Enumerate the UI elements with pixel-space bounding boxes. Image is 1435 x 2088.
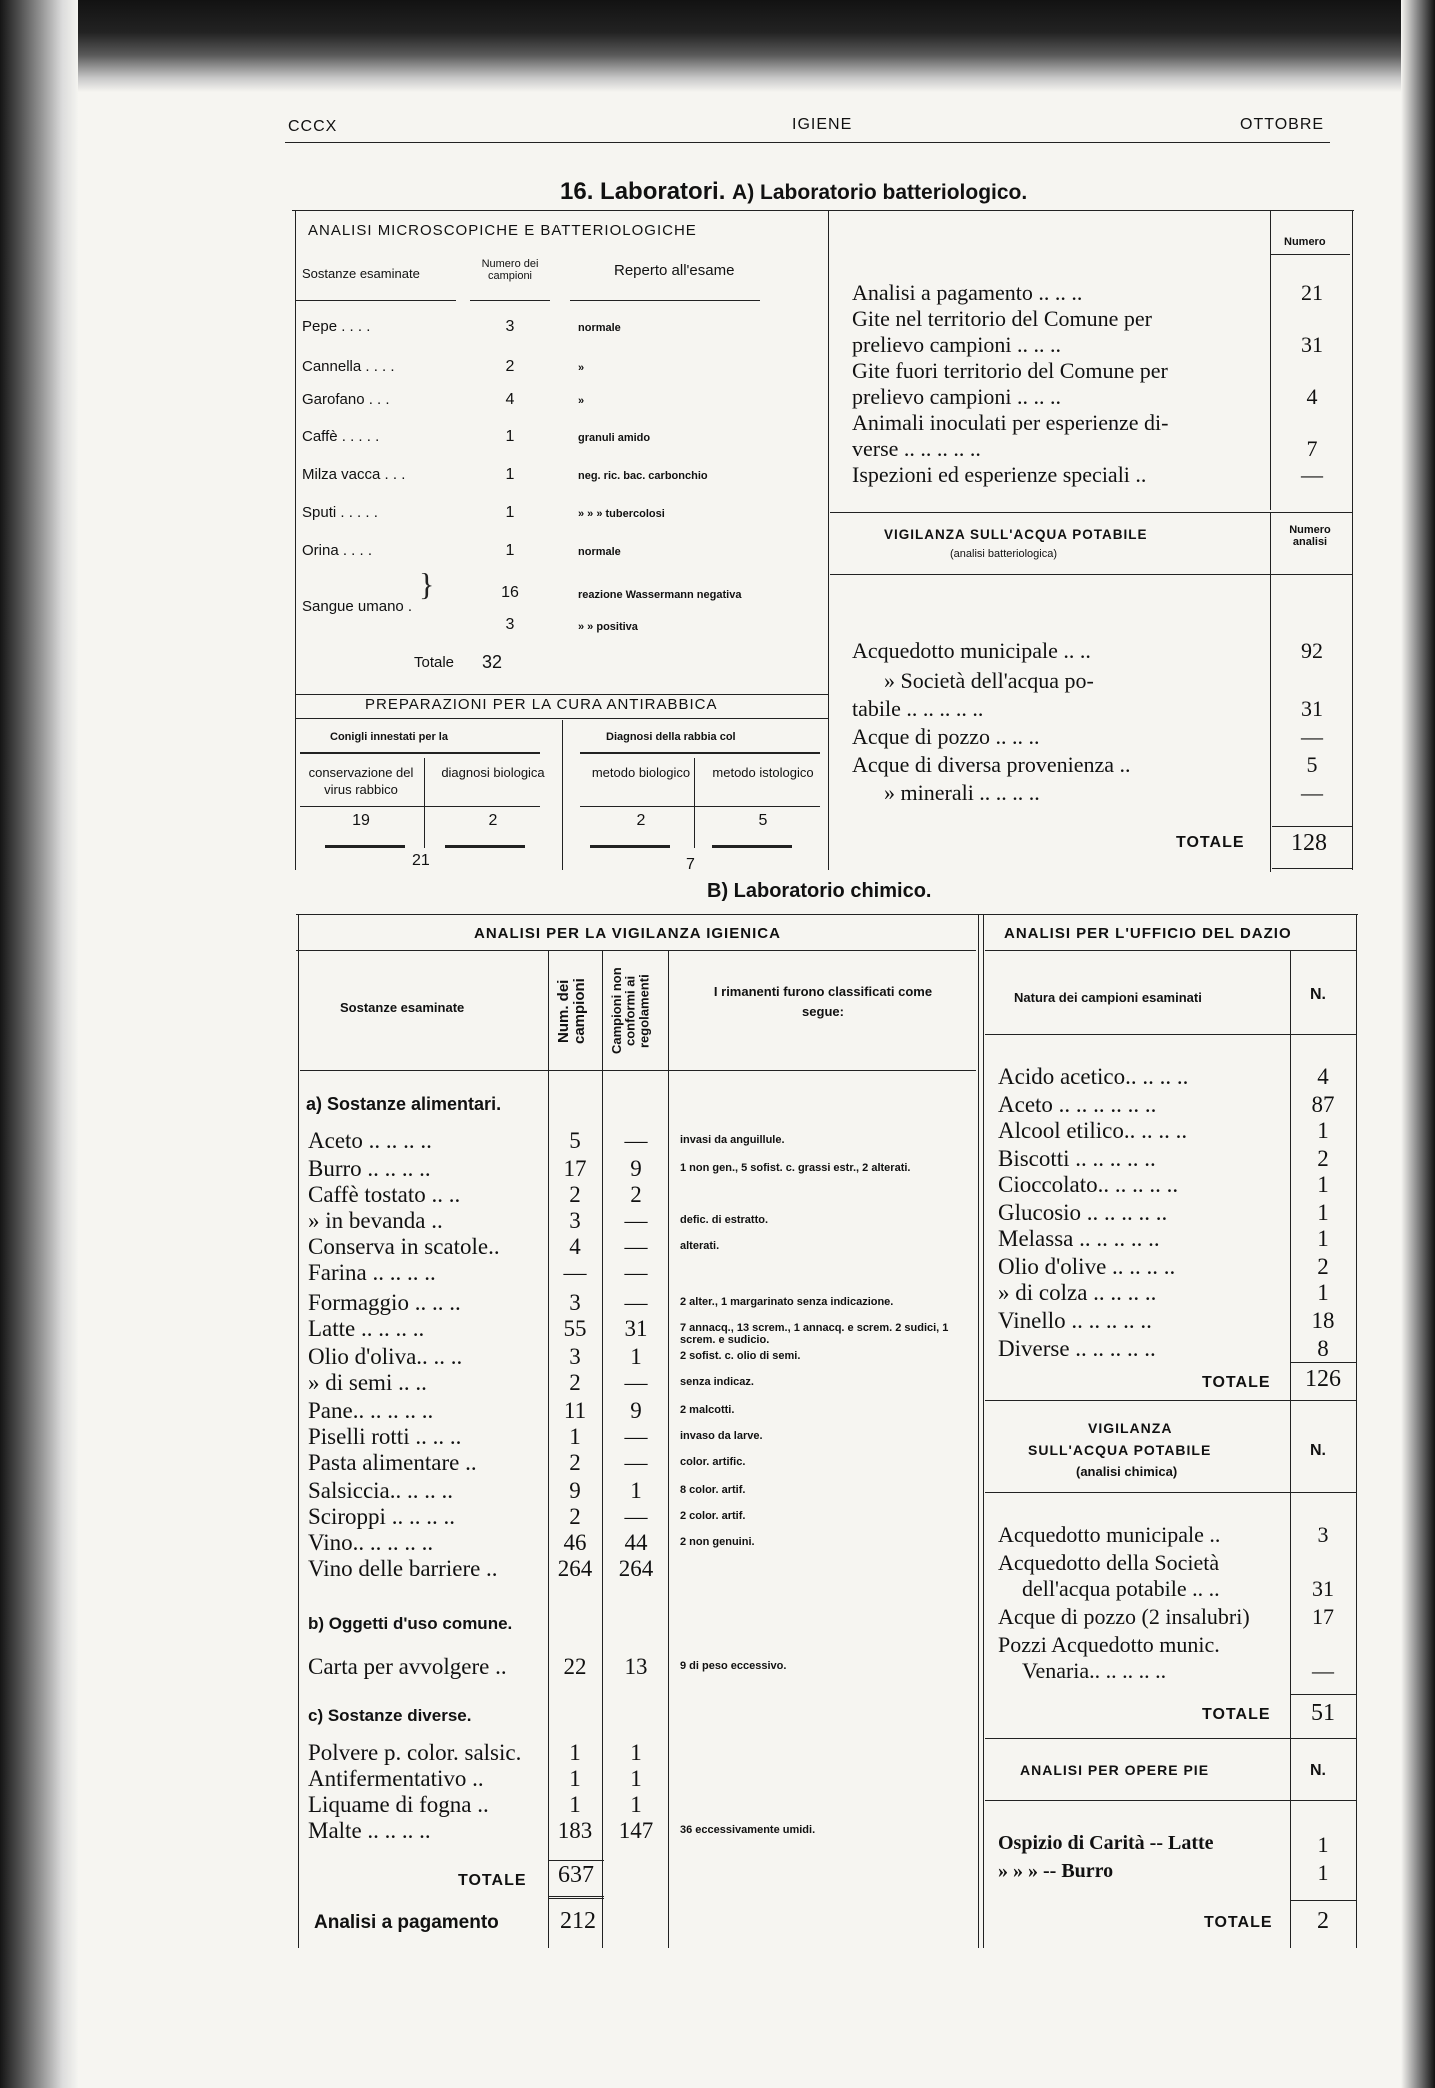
hygiene-row-name: Malte .. .. .. ..: [308, 1818, 431, 1843]
water-chem-row-label: dell'acqua potabile .. ..: [1022, 1576, 1220, 1601]
water-bact-row-label: Acque di diversa provenienza ..: [852, 752, 1131, 777]
dazio-total-label: TOTALE: [1202, 1374, 1271, 1391]
hygiene-row-count: 4: [569, 1234, 581, 1259]
hygiene-row-nonconform: 1: [630, 1766, 642, 1791]
micro-row-result: neg. ric. bac. carbonchio: [578, 470, 708, 482]
hygiene-row-count: 17: [563, 1156, 587, 1181]
service-row-label: Animali inoculati per esperienze di-: [852, 410, 1169, 435]
hygiene-row-name: Caffè tostato .. ..: [308, 1182, 461, 1207]
hygiene-row-name: Formaggio .. .. ..: [308, 1290, 461, 1315]
hygiene-row-name: Sciroppi .. .. .. ..: [308, 1504, 455, 1529]
hygiene-row-name: Polvere p. color. salsic.: [308, 1740, 522, 1765]
hygiene-row-nonconform: —: [624, 1504, 648, 1529]
rabies-value: 2: [636, 812, 646, 829]
pie-row-label: » » » -- Burro: [998, 1860, 1114, 1882]
water-chem-row-label: Acquedotto municipale ..: [998, 1522, 1221, 1547]
hygiene-row-name: Conserva in scatole..: [308, 1234, 500, 1259]
rabies-group-1: Conigli innestati per la: [330, 731, 448, 743]
dazio-row-value: 4: [1317, 1064, 1329, 1089]
blood-brace: }: [419, 566, 435, 602]
service-row-label: Gite nel territorio del Comune per: [852, 306, 1152, 331]
hygiene-row-nonconform: 9: [630, 1156, 642, 1181]
running-month: OTTOBRE: [1240, 116, 1325, 133]
hygiene-col-nonconform: Campioni non conformi ai regolamenti: [609, 967, 652, 1055]
micro-total: 32: [482, 652, 503, 672]
scan-right-shadow: [1401, 0, 1435, 2088]
hygiene-row-note: 1 non gen., 5 sofist. c. grassi estr., 2 alterati.: [680, 1162, 911, 1174]
page-number: CCCX: [288, 118, 338, 135]
service-row-value: 31: [1301, 332, 1323, 357]
water-bact-row-label: tabile .. .. .. .. ..: [852, 696, 984, 721]
hygiene-row-nonconform: —: [624, 1450, 648, 1475]
hygiene-row-name: Pasta alimentare ..: [308, 1450, 477, 1475]
pie-total-label: TOTALE: [1204, 1914, 1273, 1931]
service-row-value: 21: [1301, 280, 1323, 305]
service-row-label: Gite fuori territorio del Comune per: [852, 358, 1168, 383]
hygiene-row-note: 2 sofist. c. olio di semi.: [680, 1350, 801, 1362]
hygiene-row-name: Carta per avvolgere ..: [308, 1654, 507, 1679]
service-row-label: Ispezioni ed esperienze speciali ..: [852, 462, 1147, 487]
hygiene-col-count: Num. dei campioni: [555, 978, 588, 1044]
hygiene-row-note: color. artific.: [680, 1456, 746, 1468]
water-bact-subheading: (analisi batteriologica): [950, 548, 1057, 560]
rabies-col-header: conservazione del virus rabbico: [308, 765, 414, 797]
micro-total-label: Totale: [414, 654, 455, 671]
pie-row-label: Ospizio di Carità -- Latte: [998, 1832, 1214, 1854]
hygiene-row-note: 36 eccessivamente umidi.: [680, 1824, 816, 1836]
hygiene-row-count: 3: [569, 1344, 581, 1369]
hygiene-row-nonconform: 1: [630, 1478, 642, 1503]
dazio-row-name: Olio d'olive .. .. .. ..: [998, 1254, 1176, 1279]
hygiene-row-note: 7 annacq., 13 screm., 1 annacq. e screm. 2 sudici, 1 screm. e sudicio.: [680, 1322, 949, 1346]
micro-row-result: »: [578, 362, 585, 374]
scan-binding-shadow: [0, 0, 78, 2088]
micro-row-result: normale: [578, 322, 621, 334]
pie-total: 2: [1317, 1908, 1329, 1934]
water-bact-row-label: » minerali .. .. .. ..: [884, 780, 1040, 805]
micro-row-name: Orina . . . .: [302, 542, 373, 559]
service-row-label: prelievo campioni .. .. ..: [852, 332, 1061, 357]
hygiene-row-count: 11: [563, 1398, 587, 1423]
hygiene-row-name: Latte .. .. .. ..: [308, 1316, 425, 1341]
dazio-total: 126: [1305, 1366, 1341, 1392]
rabies-col-header: diagnosi biologica: [441, 765, 545, 780]
hygiene-row-note: alterati.: [680, 1240, 720, 1252]
micro-row-count: 1: [505, 428, 515, 445]
hygiene-row-count: 2: [569, 1504, 581, 1529]
water-chem-row-value: 31: [1312, 1576, 1334, 1601]
micro-row-name: Garofano . . .: [302, 391, 390, 408]
micro-row-count: 4: [505, 391, 515, 408]
hygiene-row-nonconform: —: [624, 1290, 648, 1315]
blood-row-result: reazione Wassermann negativa: [578, 589, 742, 601]
rabies-col-header: metodo istologico: [712, 765, 814, 780]
hygiene-row-nonconform: 13: [624, 1654, 648, 1679]
hygiene-row-note: senza indicaz.: [680, 1376, 754, 1388]
water-bact-row-value: —: [1301, 780, 1323, 805]
water-chem-row-label: Acquedotto della Società: [998, 1550, 1220, 1575]
hygiene-row-note: defic. di estratto.: [680, 1214, 769, 1226]
hygiene-row-count: 183: [557, 1818, 593, 1843]
hygiene-row-name: Pane.. .. .. .. ..: [308, 1398, 434, 1423]
hygiene-row-nonconform: 1: [630, 1792, 642, 1817]
paid-label: Analisi a pagamento: [314, 1912, 499, 1933]
hygiene-row-count: 9: [569, 1478, 581, 1503]
header-rule: [285, 142, 1330, 143]
water-chem-heading-2: SULL'ACQUA POTABILE: [1028, 1442, 1212, 1458]
hygiene-row-name: » di semi .. ..: [308, 1370, 427, 1395]
rabies-col-header: metodo biologico: [591, 765, 691, 780]
hygiene-row-nonconform: 31: [624, 1316, 648, 1341]
dazio-row-value: 2: [1317, 1146, 1329, 1171]
hygiene-heading: ANALISI PER LA VIGILANZA IGIENICA: [474, 925, 781, 942]
hygiene-row-nonconform: 1: [630, 1740, 642, 1765]
water-chem-col-n: N.: [1310, 1442, 1326, 1459]
section-b-title: B) Laboratorio chimico.: [707, 880, 932, 902]
blood-row-count: 16: [501, 584, 519, 601]
hygiene-row-count: 55: [563, 1316, 587, 1341]
service-row-label: Analisi a pagamento .. .. ..: [852, 280, 1083, 305]
water-chem-heading-1: VIGILANZA: [1088, 1420, 1173, 1436]
dazio-row-name: Diverse .. .. .. .. ..: [998, 1336, 1156, 1361]
hygiene-row-name: Vino delle barriere ..: [308, 1556, 498, 1581]
dazio-row-value: 1: [1317, 1172, 1329, 1197]
hygiene-row-nonconform: 147: [618, 1818, 654, 1843]
rabies-value: 2: [488, 812, 498, 829]
dazio-row-value: 87: [1311, 1092, 1335, 1117]
hygiene-row-nonconform: —: [624, 1128, 648, 1153]
pie-row-value: 1: [1317, 1832, 1329, 1857]
dazio-row-name: Cioccolato.. .. .. .. ..: [998, 1172, 1179, 1197]
dazio-row-value: 2: [1317, 1254, 1329, 1279]
water-bact-row-label: Acque di pozzo .. .. ..: [852, 724, 1040, 749]
micro-row-count: 2: [505, 358, 515, 375]
hygiene-total-label: TOTALE: [458, 1872, 527, 1889]
hygiene-row-count: 46: [563, 1530, 587, 1555]
hygiene-row-nonconform: 44: [624, 1530, 648, 1555]
micro-row-result: »: [578, 395, 585, 407]
pie-row-value: 1: [1317, 1860, 1329, 1885]
rabies-heading: PREPARAZIONI PER LA CURA ANTIRABBICA: [365, 696, 718, 713]
micro-col-result: Reperto all'esame: [614, 262, 735, 279]
micro-row-name: Sputi . . . . .: [302, 504, 378, 521]
rabies-value: 5: [758, 812, 768, 829]
water-bact-total-label: TOTALE: [1176, 834, 1245, 851]
hygiene-row-name: Antifermentativo ..: [308, 1766, 484, 1791]
hygiene-row-nonconform: 1: [630, 1344, 642, 1369]
dazio-row-value: 1: [1317, 1118, 1329, 1143]
hygiene-row-note: 2 malcotti.: [680, 1404, 735, 1416]
micro-heading: ANALISI MICROSCOPICHE E BATTERIOLOGICHE: [308, 222, 697, 239]
hygiene-row-nonconform: 264: [618, 1556, 654, 1581]
section-c-label: c) Sostanze diverse.: [308, 1706, 472, 1725]
dazio-row-name: Aceto .. .. .. .. .. ..: [998, 1092, 1157, 1117]
dazio-row-name: Biscotti .. .. .. .. ..: [998, 1146, 1156, 1171]
dazio-row-value: 18: [1311, 1308, 1335, 1333]
micro-row-count: 1: [505, 466, 515, 483]
water-bact-heading: VIGILANZA SULL'ACQUA POTABILE: [884, 527, 1148, 542]
hygiene-row-nonconform: 9: [630, 1398, 642, 1423]
water-bact-row-label: Acquedotto municipale .. ..: [852, 638, 1091, 663]
hygiene-row-name: Aceto .. .. .. ..: [308, 1128, 432, 1153]
water-bact-row-value: 31: [1301, 696, 1323, 721]
micro-row-result: normale: [578, 546, 621, 558]
micro-row-result: granuli amido: [578, 432, 651, 444]
dazio-row-value: 8: [1317, 1336, 1329, 1361]
hygiene-col-substance: Sostanze esaminate: [340, 1000, 465, 1015]
paid-value: 212: [560, 1908, 596, 1934]
section-b-label: b) Oggetti d'uso comune.: [308, 1614, 513, 1633]
hygiene-row-nonconform: —: [624, 1370, 648, 1395]
hygiene-row-name: Salsiccia.. .. .. ..: [308, 1478, 453, 1503]
water-bact-row-value: —: [1301, 724, 1323, 749]
rabies-subtotal-2: 7: [686, 856, 695, 873]
hygiene-row-count: 1: [569, 1740, 581, 1765]
water-chem-heading-3: (analisi chimica): [1076, 1464, 1178, 1479]
micro-col-count: Numero dei campioni: [481, 258, 539, 282]
dazio-row-value: 1: [1317, 1280, 1329, 1305]
hygiene-row-note: 8 color. artif.: [680, 1484, 746, 1496]
water-bact-col-header: Numero analisi: [1289, 524, 1331, 548]
dazio-row-name: Alcool etilico.. .. .. ..: [998, 1118, 1188, 1143]
blood-row-result: » » positiva: [578, 621, 638, 633]
hygiene-col-notes: I rimanenti furono classificati come segue:: [713, 984, 933, 1019]
hygiene-row-name: Olio d'oliva.. .. ..: [308, 1344, 463, 1369]
hygiene-row-name: Liquame di fogna ..: [308, 1792, 489, 1817]
dazio-row-name: » di colza .. .. .. ..: [998, 1280, 1157, 1305]
blood-label: Sangue umano .: [302, 598, 413, 615]
water-chem-row-value: 3: [1317, 1522, 1329, 1547]
hygiene-total: 637: [558, 1862, 594, 1888]
service-row-value: 4: [1306, 384, 1318, 409]
pie-col-n: N.: [1310, 1762, 1326, 1779]
micro-row-name: Cannella . . . .: [302, 358, 395, 375]
service-row-label: prelievo campioni .. .. ..: [852, 384, 1061, 409]
scan-top-shadow: [0, 0, 1435, 92]
dazio-row-name: Glucosio .. .. .. .. ..: [998, 1200, 1168, 1225]
hygiene-row-note: 2 alter., 1 margarinato senza indicazione.: [680, 1296, 894, 1308]
services-col-header: Numero: [1284, 236, 1326, 248]
hygiene-row-note: invaso da larve.: [680, 1430, 763, 1442]
hygiene-row-note: invasi da anguillule.: [680, 1134, 785, 1146]
rabies-group-2: Diagnosi della rabbia col: [606, 731, 736, 743]
service-row-value: 7: [1306, 436, 1318, 461]
hygiene-row-nonconform: —: [624, 1208, 648, 1233]
water-bact-total: 128: [1291, 830, 1327, 856]
hygiene-row-count: 1: [569, 1792, 581, 1817]
rabies-subtotal-1: 21: [412, 852, 430, 869]
dazio-row-name: Acido acetico.. .. .. ..: [998, 1064, 1189, 1089]
micro-row-name: Caffè . . . . .: [302, 428, 380, 445]
water-chem-total-label: TOTALE: [1202, 1706, 1271, 1723]
water-chem-row-label: Pozzi Acquedotto munic.: [998, 1632, 1220, 1657]
hygiene-row-count: 2: [569, 1450, 581, 1475]
micro-row-name: Pepe . . . .: [302, 318, 371, 335]
hygiene-row-count: 3: [569, 1208, 581, 1233]
dazio-row-value: 1: [1317, 1226, 1329, 1251]
micro-row-count: 1: [505, 542, 515, 559]
hygiene-row-name: » in bevanda ..: [308, 1208, 443, 1233]
water-chem-total: 51: [1311, 1700, 1335, 1726]
water-bact-row-value: 5: [1306, 752, 1318, 777]
hygiene-row-count: 1: [569, 1766, 581, 1791]
water-chem-row-label: Venaria.. .. .. .. ..: [1022, 1658, 1167, 1683]
hygiene-row-note: 9 di peso eccessivo.: [680, 1660, 787, 1672]
dazio-row-value: 1: [1317, 1200, 1329, 1225]
hygiene-row-count: —: [563, 1260, 587, 1285]
hygiene-row-name: Farina .. .. .. ..: [308, 1260, 436, 1285]
hygiene-row-count: 5: [569, 1128, 581, 1153]
section-title: 16. Laboratori. A) Laboratorio batteriologico.: [560, 178, 1028, 205]
dazio-col-name: Natura dei campioni esaminati: [1014, 990, 1202, 1005]
section-a-label: a) Sostanze alimentari.: [306, 1094, 502, 1114]
hygiene-row-nonconform: —: [624, 1234, 648, 1259]
hygiene-row-nonconform: —: [624, 1424, 648, 1449]
dazio-heading: ANALISI PER L'UFFICIO DEL DAZIO: [1004, 925, 1292, 942]
hygiene-row-nonconform: —: [624, 1260, 648, 1285]
hygiene-row-name: Vino.. .. .. .. ..: [308, 1530, 434, 1555]
pie-heading: ANALISI PER OPERE PIE: [1020, 1762, 1210, 1778]
micro-row-name: Milza vacca . . .: [302, 466, 406, 483]
micro-row-count: 1: [505, 504, 515, 521]
water-bact-row-label: » Società dell'acqua po-: [884, 668, 1094, 693]
water-chem-row-value: 17: [1312, 1604, 1334, 1629]
micro-row-count: 3: [505, 318, 515, 335]
micro-row-result: » » » tubercolosi: [578, 508, 665, 520]
hygiene-row-note: 2 color. artif.: [680, 1510, 746, 1522]
hygiene-row-count: 1: [569, 1424, 581, 1449]
micro-col-substance: Sostanze esaminate: [302, 266, 420, 281]
hygiene-row-count: 2: [569, 1370, 581, 1395]
water-bact-row-value: 92: [1301, 638, 1323, 663]
hygiene-row-name: Piselli rotti .. .. ..: [308, 1424, 462, 1449]
hygiene-row-count: 2: [569, 1182, 581, 1207]
hygiene-row-count: 264: [557, 1556, 593, 1581]
hygiene-row-note: 2 non genuini.: [680, 1536, 755, 1548]
hygiene-row-name: Burro .. .. .. ..: [308, 1156, 431, 1181]
hygiene-row-count: 22: [563, 1654, 587, 1679]
rabies-value: 19: [352, 812, 370, 829]
service-row-value: —: [1301, 462, 1323, 487]
hygiene-row-nonconform: 2: [630, 1182, 642, 1207]
hygiene-row-count: 3: [569, 1290, 581, 1315]
water-chem-row-label: Acque di pozzo (2 insalubri): [998, 1604, 1250, 1629]
running-title: IGIENE: [792, 116, 853, 133]
dazio-row-name: Vinello .. .. .. .. ..: [998, 1308, 1152, 1333]
dazio-col-n: N.: [1310, 986, 1326, 1003]
dazio-row-name: Melassa .. .. .. .. ..: [998, 1226, 1160, 1251]
water-chem-row-value: —: [1312, 1658, 1334, 1683]
service-row-label: verse .. .. .. .. ..: [852, 436, 981, 461]
blood-row-count: 3: [505, 616, 515, 633]
